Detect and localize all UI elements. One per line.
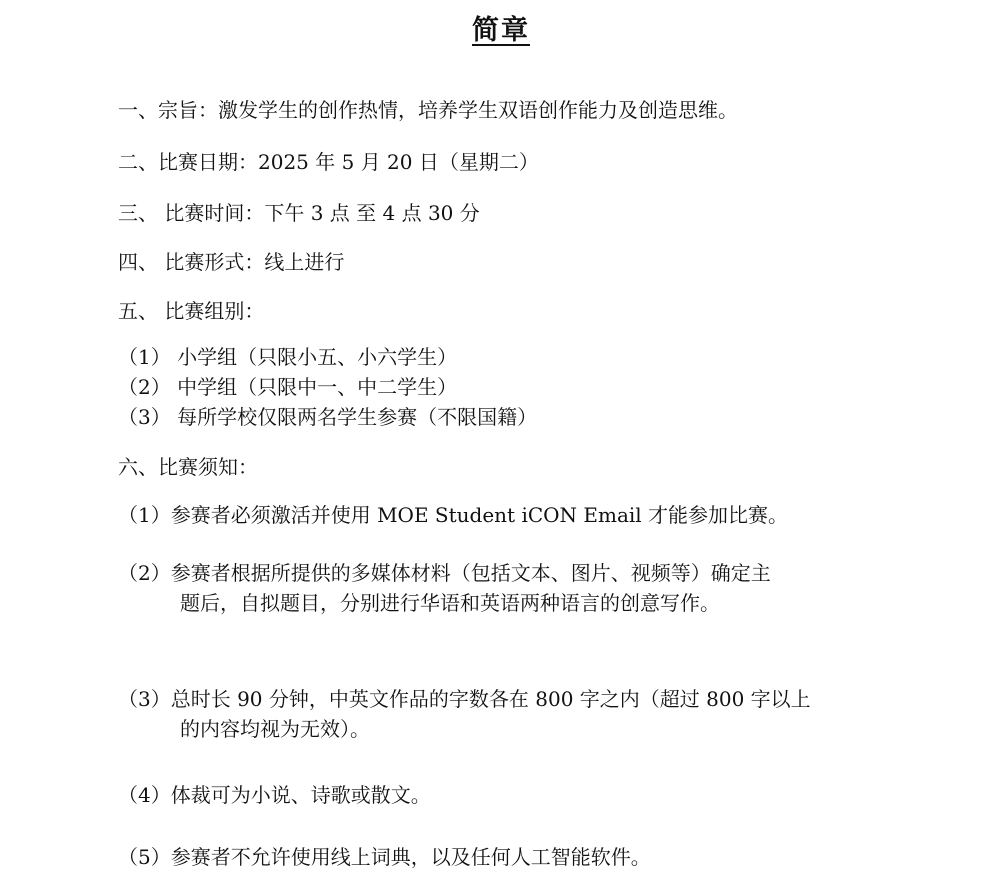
section-time: 三、 比赛时间：下午 3 点 至 4 点 30 分 [118,201,480,225]
rule-item: （2）参赛者根据所提供的多媒体材料（包括文本、图片、视频等）确定主 [118,561,771,585]
group-item: （1） 小学组（只限小五、小六学生） [118,345,458,369]
section-format: 四、 比赛形式：线上进行 [118,250,345,274]
group-item: （3） 每所学校仅限两名学生参赛（不限国籍） [118,405,538,429]
section-purpose: 一、宗旨：激发学生的创作热情，培养学生双语创作能力及创造思维。 [118,98,738,122]
document-title-text: 简章 [472,15,530,46]
group-item: （2） 中学组（只限中一、中二学生） [118,375,458,399]
document-title [0,14,1002,48]
rule-item-continuation: 的内容均视为无效）。 [180,717,370,741]
rule-item-continuation: 题后，自拟题目，分别进行华语和英语两种语言的创意写作。 [180,591,720,615]
rule-item: （5）参赛者不允许使用线上词典，以及任何人工智能软件。 [118,845,651,869]
section-rules-heading: 六、比赛须知： [118,455,258,479]
rule-item: （1）参赛者必须激活并使用 MOE Student iCON Email 才能参加比赛。 [118,503,789,527]
rule-item: （3）总时长 90 分钟，中英文作品的字数各在 800 字之内（超过 800 字以上 [118,687,811,711]
rule-item: （4）体裁可为小说、诗歌或散文。 [118,783,431,807]
section-groups-heading: 五、 比赛组别： [118,299,265,323]
section-date: 二、比赛日期：2025 年 5 月 20 日（星期二） [118,150,539,174]
